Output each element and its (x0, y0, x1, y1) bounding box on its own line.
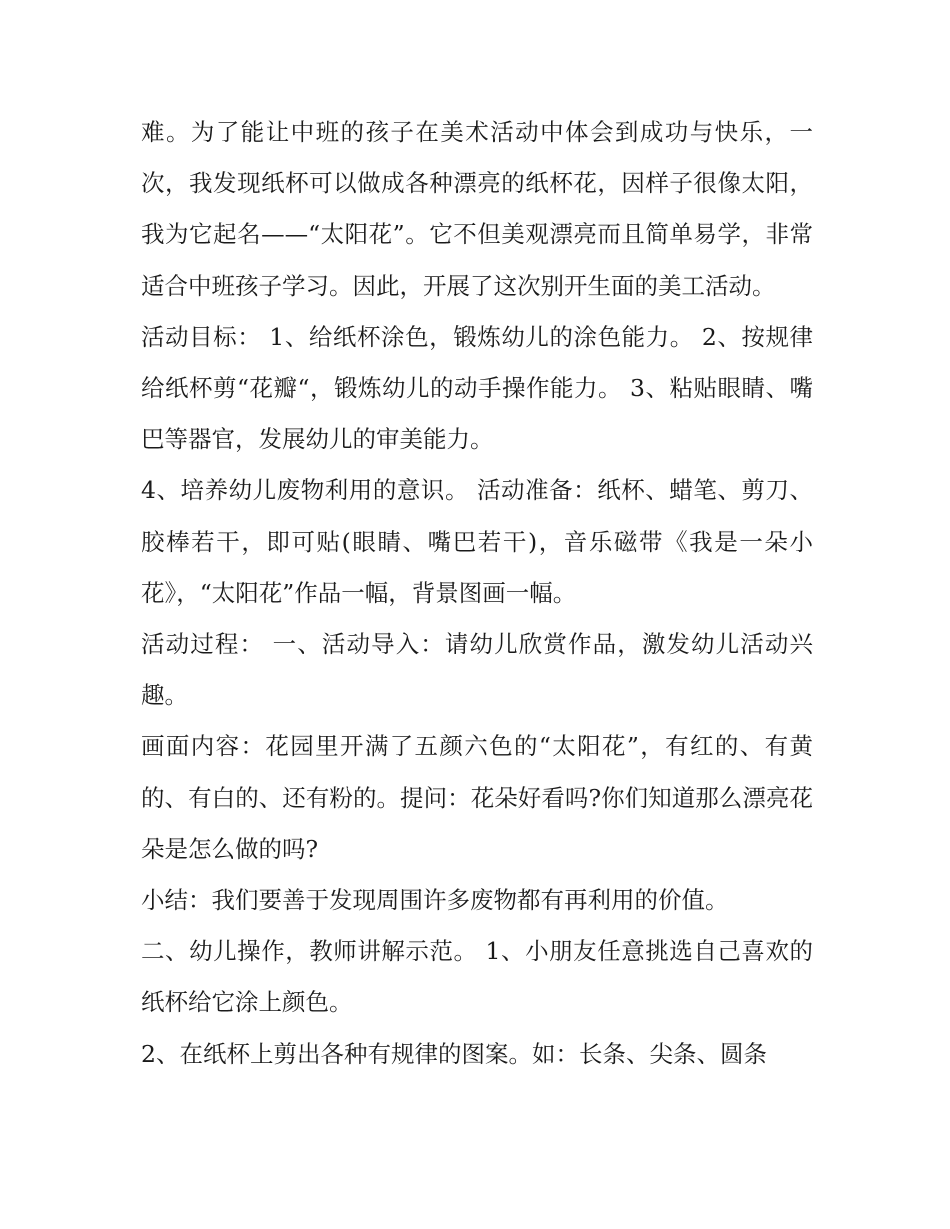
paragraph-activity-goals: 活动目标： 1、给纸杯涂色，锻炼幼儿的涂色能力。 2、按规律给纸杯剪“花瓣“，锻炼幼儿的动手操作能力。 3、粘贴眼睛、嘴巴等器官，发展幼儿的审美能力。 (141, 322, 813, 454)
paragraph-intro: 难。为了能让中班的孩子在美术活动中体会到成功与快乐，一次，我发现纸杯可以做成各种漂亮的纸杯花，因样子很像太阳，我为它起名——“太阳花”。它不但美观漂亮而且简单易学，非常适合中班孩子学习。因此，开展了这次别开生面的美工活动。 (141, 118, 813, 300)
paragraph-activity-process: 活动过程： 一、活动导入：请幼儿欣赏作品，激发幼儿活动兴趣。 (141, 630, 813, 710)
paragraph-child-operation: 二、幼儿操作，教师讲解示范。 1、小朋友任意挑选自己喜欢的纸杯给它涂上颜色。 (141, 937, 813, 1017)
paragraph-cutting-patterns: 2、在纸杯上剪出各种有规律的图案。如：长条、尖条、圆条 (141, 1039, 767, 1068)
paragraph-picture-content: 画面内容：花园里开满了五颜六色的“太阳花”，有红的、有黄的、有白的、还有粉的。提问：花朵好看吗?你们知道那么漂亮花朵是怎么做的吗? (141, 732, 813, 863)
paragraph-activity-preparation: 4、培养幼儿废物利用的意识。 活动准备：纸杯、蜡笔、剪刀、胶棒若干，即可贴(眼睛、嘴巴若干)，音乐磁带《我是一朵小花》，“太阳花”作品一幅，背景图画一幅。 (141, 476, 813, 607)
paragraph-summary: 小结：我们要善于发现周围许多废物都有再利用的价值。 (141, 886, 729, 915)
document-body (141, 107, 813, 1080)
